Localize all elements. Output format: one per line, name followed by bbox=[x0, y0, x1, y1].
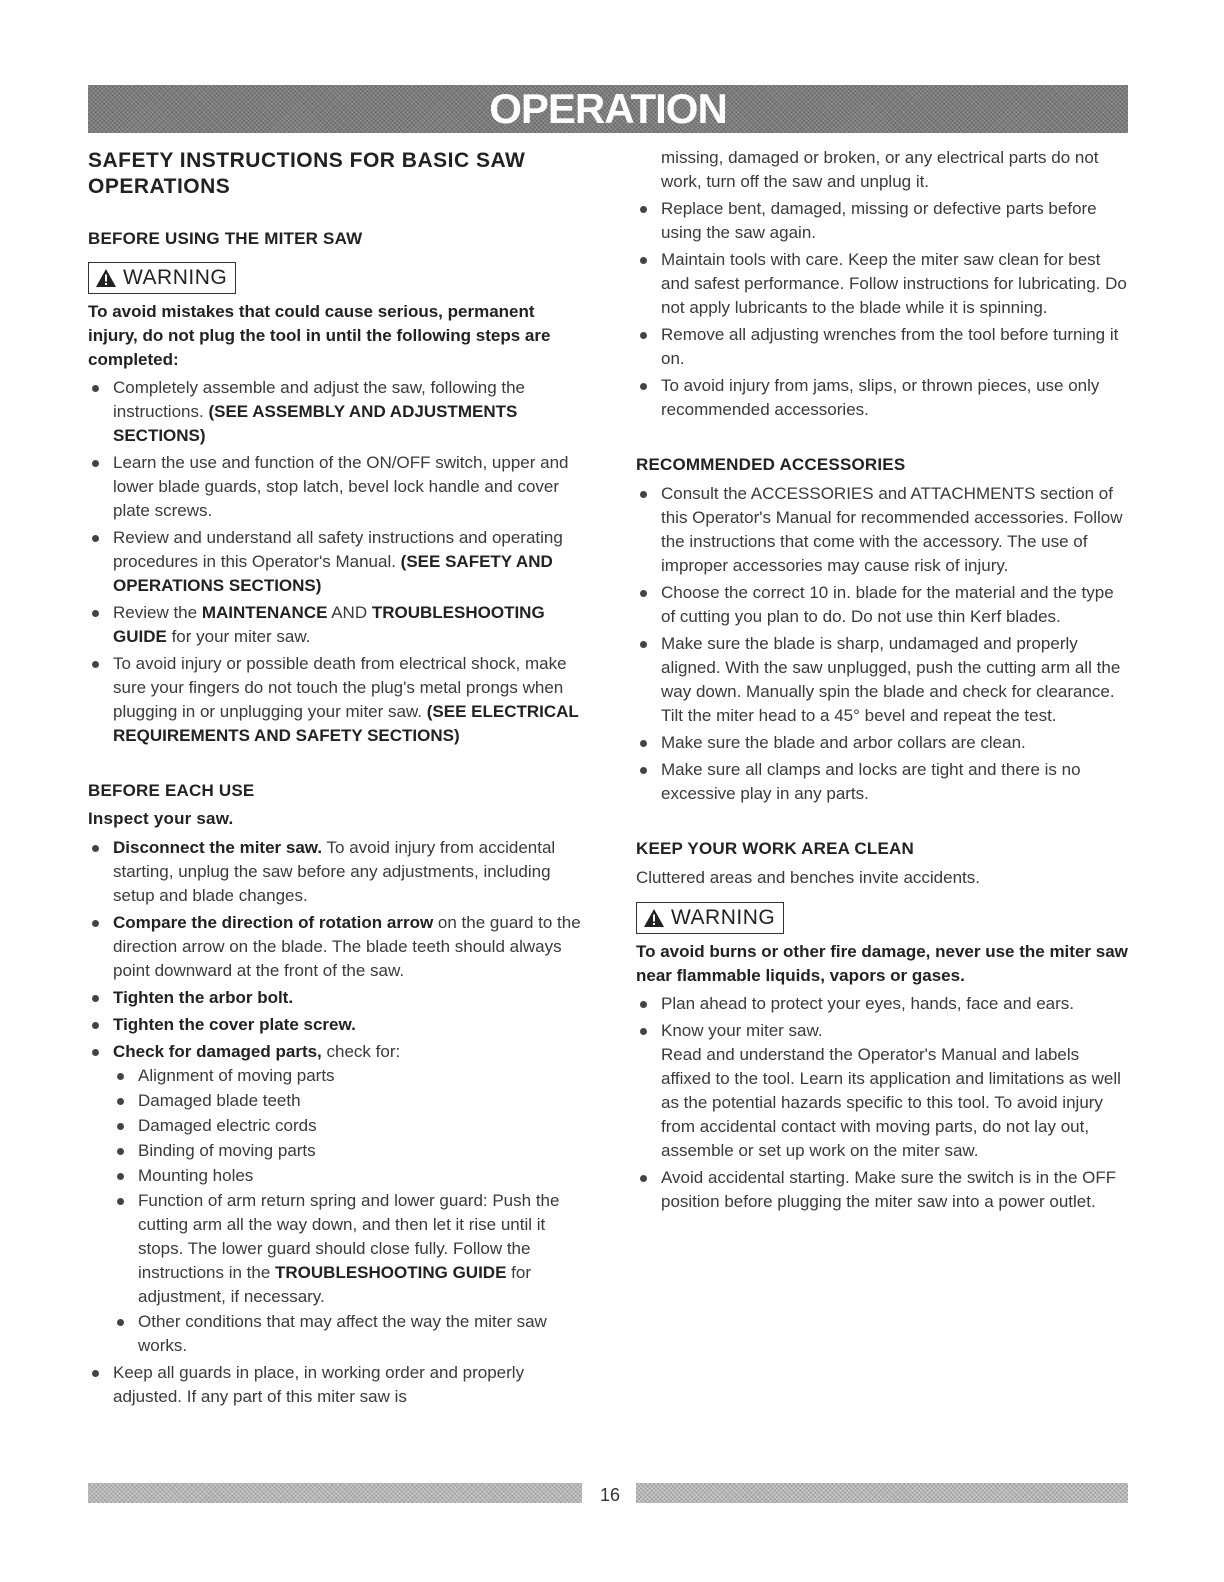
recommended-accessories-heading: RECOMMENDED ACCESSORIES bbox=[636, 455, 906, 474]
left-column bbox=[88, 146, 588, 1412]
warning-box bbox=[636, 902, 784, 934]
list-item: Replace bent, damaged, missing or defective parts before using the saw again. bbox=[636, 197, 1128, 245]
footer-bar-left bbox=[88, 1483, 582, 1503]
list-item: Choose the correct 10 in. blade for the material and the type of cutting you plan to do. Do not use thin Kerf blades. bbox=[636, 581, 1128, 629]
list-item: Make sure the blade and arbor collars are clean. bbox=[636, 731, 1128, 755]
list-item: Tighten the arbor bolt. bbox=[88, 986, 588, 1010]
before-each-list bbox=[88, 836, 588, 1409]
warning-box bbox=[88, 262, 236, 294]
list-item: To avoid injury from jams, slips, or thrown pieces, use only recommended accessories. bbox=[636, 374, 1128, 422]
footer-bar-right bbox=[636, 1483, 1128, 1503]
right-column bbox=[636, 146, 1128, 1217]
warning-label: WARNING bbox=[671, 906, 776, 929]
list-item: Completely assemble and adjust the saw, following the instructions. (SEE ASSEMBLY AND ADJUSTMENTS SECTIONS) bbox=[88, 376, 588, 448]
list-item: Avoid accidental starting. Make sure the switch is in the OFF position before plugging the miter saw into a power outlet. bbox=[636, 1166, 1128, 1214]
list-item: Consult the ACCESSORIES and ATTACHMENTS section of this Operator's Manual for recommended accessories. Follow the instructions that come with the accessory. The use of improper accessories may cause risk of injury. bbox=[636, 482, 1128, 578]
list-item: Plan ahead to protect your eyes, hands, face and ears. bbox=[636, 992, 1128, 1016]
sub-list-item: Mounting holes bbox=[113, 1164, 588, 1188]
before-using-heading: BEFORE USING THE MITER SAW bbox=[88, 229, 363, 248]
list-item: To avoid injury or possible death from electrical shock, make sure your fingers do not touch the plug's metal prongs when plugging in or unplugging your miter saw. (SEE ELECTRICAL REQUIREMENTS AND SAFETY SECTIONS) bbox=[88, 652, 588, 748]
page-heading: SAFETY INSTRUCTIONS FOR BASIC SAW OPERATIONS bbox=[88, 149, 526, 198]
sub-list-item: Damaged electric cords bbox=[113, 1114, 588, 1138]
list-item: Review the MAINTENANCE AND TROUBLESHOOTING GUIDE for your miter saw. bbox=[88, 601, 588, 649]
warning-text: To avoid burns or other fire damage, never use the miter saw near flammable liquids, vapors or gases. bbox=[636, 942, 1128, 985]
before-using-list bbox=[88, 376, 588, 748]
page-number: 16 bbox=[599, 1485, 621, 1505]
warning-label: WARNING bbox=[123, 266, 228, 289]
warning-triangle-icon bbox=[95, 268, 117, 288]
keep-work-area-heading: KEEP YOUR WORK AREA CLEAN bbox=[636, 839, 914, 858]
keep-work-area-text: Cluttered areas and benches invite accidents. bbox=[636, 868, 980, 887]
inspect-heading: Inspect your saw. bbox=[88, 809, 234, 828]
list-item: Know your miter saw. Read and understand the Operator's Manual and labels affixed to the tool. Learn its application and limitations as well as the potential hazards specific to this tool. To avoid injury from accidental contact with moving parts, do not lay out, assemble or set up work on the miter saw. bbox=[636, 1019, 1128, 1163]
section-banner bbox=[88, 85, 1128, 133]
list-item: Tighten the cover plate screw. bbox=[88, 1013, 588, 1037]
sub-list-item: Function of arm return spring and lower guard: Push the cutting arm all the way down, and then let it rise until it stops. The lower guard should close fully. Follow the instructions in the TROUBLESHOOTING GUIDE for adjustment, if necessary. bbox=[113, 1189, 588, 1309]
warning-text: To avoid mistakes that could cause serious, permanent injury, do not plug the tool in until the following steps are completed: bbox=[88, 302, 551, 369]
sub-list-item: Binding of moving parts bbox=[113, 1139, 588, 1163]
list-item: Learn the use and function of the ON/OFF switch, upper and lower blade guards, stop latch, bevel lock handle and cover plate screws. bbox=[88, 451, 588, 523]
list-item: Keep all guards in place, in working order and properly adjusted. If any part of this miter saw is bbox=[88, 1361, 588, 1409]
final-list bbox=[636, 992, 1128, 1214]
list-item: Review and understand all safety instructions and operating procedures in this Operator's Manual. (SEE SAFETY AND OPERATIONS SECTIONS) bbox=[88, 526, 588, 598]
list-item: Remove all adjusting wrenches from the tool before turning it on. bbox=[636, 323, 1128, 371]
list-item: Maintain tools with care. Keep the miter saw clean for best and safest performance. Follow instructions for lubricating. Do not apply lubricants to the blade while it is spinning. bbox=[636, 248, 1128, 320]
list-item: Disconnect the miter saw. To avoid injury from accidental starting, unplug the saw before any adjustments, including setup and blade changes. bbox=[88, 836, 588, 908]
before-each-heading: BEFORE EACH USE bbox=[88, 781, 255, 800]
list-item: Make sure the blade is sharp, undamaged and properly aligned. With the saw unplugged, push the cutting arm all the way down. Manually spin the blade and check for clearance. Tilt the miter head to a 45° bevel and repeat the test. bbox=[636, 632, 1128, 728]
list-item-continuation: missing, damaged or broken, or any electrical parts do not work, turn off the saw and unplug it. bbox=[661, 148, 1099, 191]
warning-triangle-icon bbox=[643, 908, 665, 928]
list-item: Compare the direction of rotation arrow on the guard to the direction arrow on the blade. The blade teeth should always point downward at the front of the saw. bbox=[88, 911, 588, 983]
banner-title: OPERATION bbox=[489, 85, 727, 132]
accessories-list bbox=[636, 482, 1128, 806]
sub-list-item: Damaged blade teeth bbox=[113, 1089, 588, 1113]
continued-list bbox=[636, 146, 1128, 422]
sub-list-item: Alignment of moving parts bbox=[113, 1064, 588, 1088]
sub-list-item: Other conditions that may affect the way the miter saw works. bbox=[113, 1310, 588, 1358]
damaged-parts-list bbox=[113, 1064, 588, 1358]
list-item: Check for damaged parts, check for: Alignment of moving parts Damaged blade teeth Damaged electric cords Binding of moving parts Mounting holes Function of arm return spring and lower guard: Push the cutting arm all the way down, and then let it rise until it stops. The lower guard should close fully. Follow the instructions in the TROUBLESHOOTING GUIDE for adjustment, if necessary. Other conditions that may affect the way the miter saw works. bbox=[88, 1040, 588, 1358]
list-item: Make sure all clamps and locks are tight and there is no excessive play in any parts. bbox=[636, 758, 1128, 806]
